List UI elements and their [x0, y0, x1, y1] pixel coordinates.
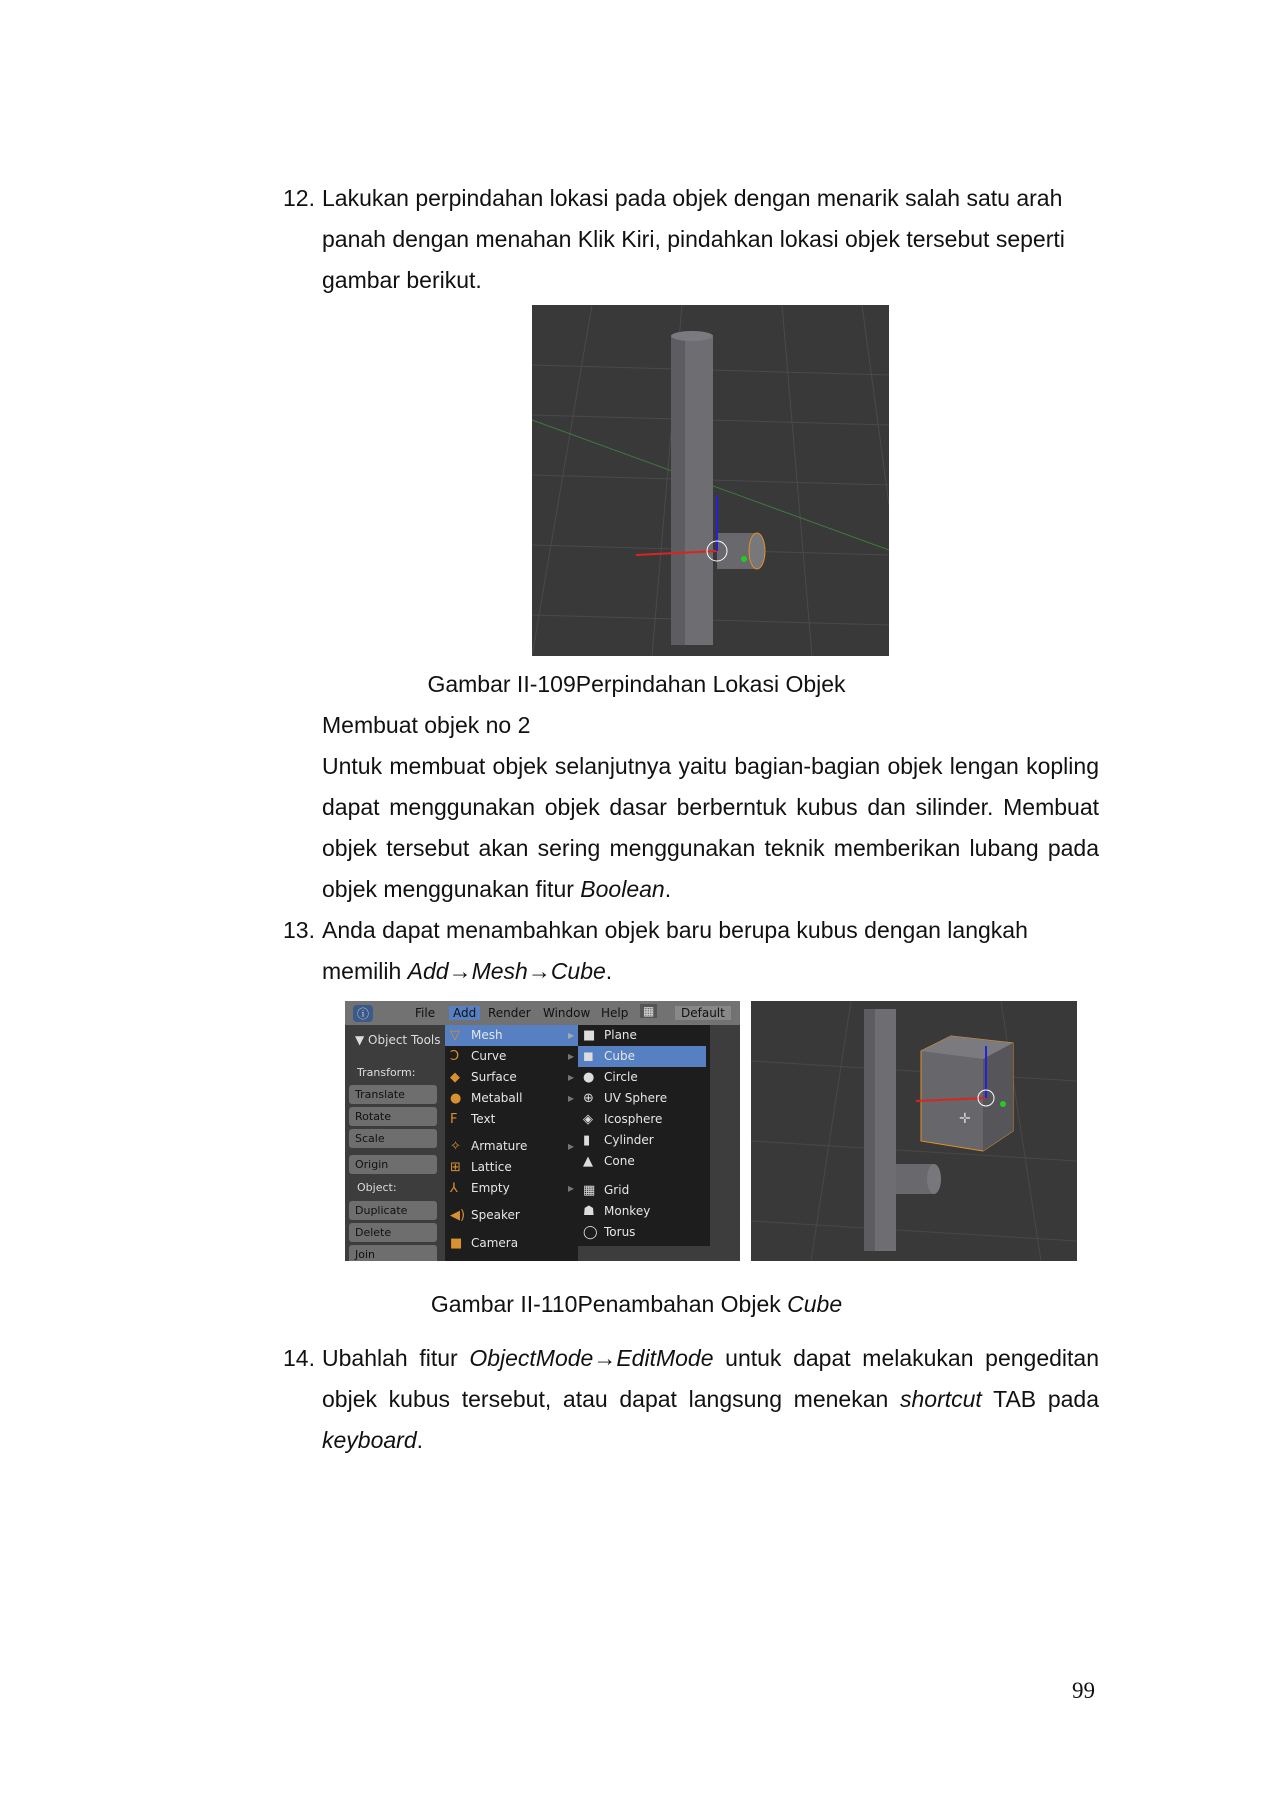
cone-icon: ▲ [583, 1154, 593, 1169]
add-menu [445, 1025, 578, 1261]
cube-icon: ◼ [583, 1049, 594, 1064]
paragraph-text: Untuk membuat objek selanjutnya yaitu bagian-bagian objek lengan kopling dapat menggunakan objek dasar berberntuk kubus dan silinder. Membuat objek tersebut akan sering menggunakan teknik memberikan lubang pada objek menggunakan fitur [322, 753, 1099, 902]
label: Torus [604, 1225, 636, 1239]
step-13-number: 13. [283, 917, 315, 943]
keyboard: keyboard [322, 1427, 417, 1453]
translate-button[interactable]: Translate [349, 1085, 437, 1104]
label: Monkey [604, 1204, 651, 1218]
text: untuk dapat melakukan pengeditan [713, 1345, 1099, 1371]
label: Lattice [471, 1160, 512, 1174]
mesh-torus[interactable] [578, 1222, 710, 1243]
svg-text:✛: ✛ [959, 1110, 971, 1126]
label: Cone [604, 1154, 635, 1168]
paragraph-italic: Boolean [580, 876, 665, 902]
menu-add[interactable]: Add [449, 1006, 480, 1020]
add-menu-lattice[interactable] [445, 1157, 578, 1178]
mesh-plane[interactable] [578, 1025, 710, 1046]
surface-icon: ◆ [450, 1070, 460, 1085]
text-icon: F [450, 1112, 458, 1127]
figure-109-caption: Gambar II-109Perpindahan Lokasi Objek [427, 671, 846, 697]
add-menu-camera[interactable] [445, 1233, 578, 1254]
editmode: EditMode [616, 1345, 714, 1371]
path-add: Add [407, 958, 449, 984]
label: Mesh [471, 1028, 503, 1042]
label: Icosphere [604, 1112, 663, 1126]
add-menu-curve[interactable]: Ͻ Curve ▸ [445, 1046, 578, 1067]
caption-text: Gambar II-110Penambahan Objek [430, 1291, 788, 1317]
mesh-icon: ▽ [450, 1028, 460, 1043]
page-number: 99 [1072, 1678, 1095, 1703]
add-menu-text[interactable] [445, 1109, 578, 1130]
caption-italic: Cube [787, 1291, 843, 1317]
label: Curve [471, 1049, 507, 1063]
grid-icon: ▦ [583, 1183, 596, 1198]
step-12-line-2: panah dengan menahan Klik Kiri, pindahkan lokasi objek tersebut seperti [322, 226, 1065, 252]
step-13-line-1: Anda dapat menambahkan objek baru berupa kubus dengan langkah [322, 917, 1028, 943]
label: Surface [471, 1070, 517, 1084]
text: memilih [322, 958, 408, 984]
duplicate-object-button[interactable]: Duplicate [349, 1201, 437, 1220]
label: UV Sphere [604, 1091, 668, 1105]
icosphere-icon: ◈ [583, 1112, 593, 1127]
label: Speaker [471, 1208, 520, 1222]
mesh-cube[interactable] [578, 1046, 706, 1067]
path-cube: Cube [550, 958, 606, 984]
mesh-grid[interactable] [578, 1180, 710, 1201]
add-menu-mesh[interactable]: ▽ Mesh ▸ [445, 1025, 578, 1046]
curve-icon: Ͻ [450, 1049, 460, 1064]
objectmode: ObjectMode [469, 1345, 594, 1371]
path-mesh: Mesh [471, 958, 528, 984]
object-tools-title[interactable]: ▼ Object Tools [355, 1033, 441, 1047]
mesh-cone[interactable] [578, 1151, 710, 1172]
layout-select[interactable]: Default [675, 1006, 731, 1020]
mesh-cylinder[interactable] [578, 1130, 710, 1151]
text: objek kubus tersebut, atau dapat langsung menekan [322, 1386, 900, 1412]
add-menu-empty[interactable]: ⅄ Empty ▸ [445, 1178, 578, 1199]
cylinder-icon: ▮ [583, 1133, 591, 1148]
origin-button[interactable]: Origin [349, 1155, 437, 1174]
metaball-icon: ● [450, 1091, 462, 1106]
armature-icon: ✧ [450, 1139, 461, 1154]
camera-icon: ■ [450, 1236, 463, 1251]
transform-label: Transform: [357, 1066, 416, 1079]
delete-button[interactable]: Delete [349, 1223, 437, 1242]
mesh-circle[interactable] [578, 1067, 710, 1088]
step-14-line-3 [322, 1420, 423, 1461]
info-editor-icon[interactable]: ⓘ [353, 1005, 373, 1022]
mesh-uv-sphere[interactable] [578, 1088, 710, 1109]
label: Cylinder [604, 1133, 654, 1147]
paragraph-end: . [664, 876, 672, 902]
step-14-line-2 [322, 1379, 1099, 1420]
step-13-line-2 [322, 951, 612, 992]
label: Grid [604, 1183, 630, 1197]
object-label: Object: [357, 1181, 397, 1194]
lattice-icon: ⊞ [450, 1160, 461, 1175]
viewport-scene [751, 1001, 1077, 1261]
menu-window[interactable]: Window [543, 1006, 591, 1020]
viewport-scene [532, 305, 889, 656]
monkey-icon: ☗ [583, 1204, 595, 1219]
plane-icon: ■ [583, 1028, 596, 1043]
scale-button[interactable]: Scale [349, 1129, 437, 1148]
subheading: Membuat objek no 2 [322, 712, 531, 738]
empty-icon: ⅄ [450, 1181, 458, 1196]
text: . [416, 1427, 424, 1453]
label: Circle [604, 1070, 638, 1084]
menu-render[interactable]: Render [488, 1006, 531, 1020]
torus-icon: ◯ [583, 1225, 598, 1240]
arrow: → [448, 958, 472, 984]
text: Ubahlah fitur [322, 1345, 470, 1371]
shortcut: shortcut [900, 1386, 982, 1412]
text: TAB pada [981, 1386, 1099, 1412]
mesh-monkey[interactable] [578, 1201, 710, 1222]
label: Plane [604, 1028, 637, 1042]
figure-110-menu-screenshot [345, 1001, 740, 1261]
add-menu-metaball[interactable]: ● Metaball ▸ [445, 1088, 578, 1109]
circle-icon: ● [583, 1070, 595, 1085]
mesh-icosphere[interactable] [578, 1109, 710, 1130]
menu-file[interactable]: File [415, 1006, 436, 1020]
uv-sphere-icon: ⊕ [583, 1091, 594, 1106]
menu-help[interactable]: Help [601, 1006, 629, 1020]
join-button[interactable]: Join [349, 1245, 437, 1261]
step-12-line-1: Lakukan perpindahan lokasi pada objek dengan menarik salah satu arah [322, 185, 1063, 211]
step-12-line-3: gambar berikut. [322, 267, 482, 293]
rotate-button[interactable]: Rotate [349, 1107, 437, 1126]
label: Cube [604, 1049, 635, 1063]
step-14-line-1 [322, 1338, 1099, 1379]
label: Armature [471, 1139, 528, 1153]
body-paragraph [322, 746, 1099, 910]
layout-icon[interactable]: ▦ [640, 1004, 657, 1018]
menubar [345, 1001, 740, 1025]
add-menu-armature[interactable]: ✧ Armature ▸ [445, 1136, 578, 1157]
mesh-submenu [578, 1025, 710, 1246]
figure-110-caption [0, 1289, 1273, 1319]
label: Text [471, 1112, 496, 1126]
step-14-number: 14. [283, 1345, 315, 1371]
arrow: → [593, 1345, 617, 1371]
add-menu-speaker[interactable] [445, 1205, 578, 1226]
text: . [605, 958, 613, 984]
arrow: → [527, 958, 551, 984]
speaker-icon: ◀) [450, 1208, 466, 1223]
add-menu-surface[interactable]: ◆ Surface ▸ [445, 1067, 578, 1088]
figure-109-image [532, 305, 889, 656]
label: Empty [471, 1181, 510, 1195]
label: Metaball [471, 1091, 523, 1105]
figure-110-viewport [751, 1001, 1077, 1261]
label: Camera [471, 1236, 519, 1250]
step-12-number: 12. [283, 185, 315, 211]
